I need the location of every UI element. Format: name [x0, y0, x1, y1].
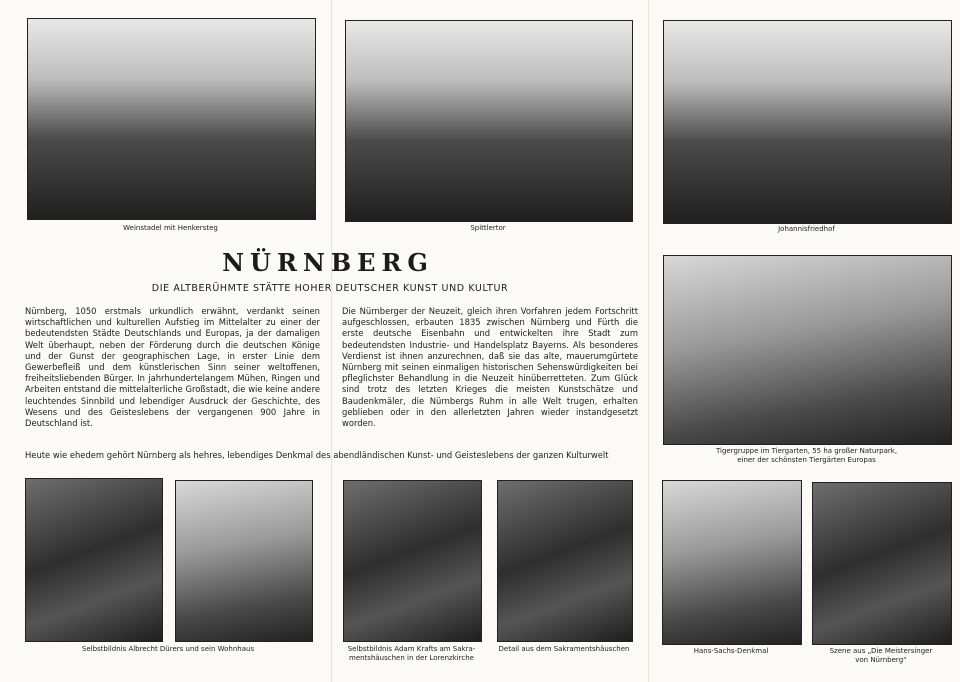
photo-spittlertor — [345, 20, 633, 222]
text-column-2: Die Nürnberger der Neuzeit, gleich ihren Vorfahren jedem Fortschritt aufgeschlossen, erbauten 1835 zwischen Nürnberg und Fürth die erste deutsche Eisenbahn und entwickelten ihre Stadt zum bedeutendsten Industrie- und Handelsplatz Bayerns. Als besonderes Verdienst ist ihnen anzurechnen, daß sie das alte, mauerumgürtete Nürnberg mit seinen einmaligen historischen Sehenswürdigkeiten bei pfleglichster Behandlung in die Neuzeit hinüberretteten. Zum Glück sind trotz des letzten Krieges die meisten Kunstschätze und Baudenkmäler, die Nürnbergs Ruhm in alle Welt trugen, erhalten geblieben oder in den allerletzten Jahren wieder instandgesetzt worden. — [342, 306, 638, 429]
caption-sachs: Hans-Sachs-Denkmal — [693, 647, 769, 655]
photo-duerer-portrait — [25, 478, 163, 642]
fold-line — [331, 0, 332, 682]
page-title: NÜRNBERG — [222, 248, 434, 277]
caption-szene — [812, 647, 950, 665]
caption-tigers-line-1: Tigergruppe im Tiergarten, 55 ha großer Naturpark, — [715, 447, 898, 455]
caption-tigers — [663, 447, 950, 465]
caption-duerer: Selbstbildnis Albrecht Dürers und sein Wohnhaus — [81, 645, 255, 653]
caption-kraft-line-1: Selbstbildnis Adam Krafts am Sakra- — [347, 645, 476, 653]
text-closing-line: Heute wie ehedem gehört Nürnberg als hehres, lebendiges Denkmal des abendländischen Kunst- und Geisteslebens der ganzen Kulturwelt — [25, 450, 609, 460]
text-column-1: Nürnberg, 1050 erstmals urkundlich erwähnt, verdankt seinen wirtschaftlichen und kulturellen Aufstieg im Mittelalter zu einer der bedeutendsten Städte Deutschlands und Europas, ja der damaligen Welt überhaupt, neben der Förderung durch die deutschen Könige und der Gunst der geographischen Lage, in erster Linie dem Gewerbefleiß und dem künstlerischen Sinn seiner weltoffenen, freiheitsliebenden Bürger. In jahrhundertelangem Mühen, Ringen und Arbeiten entstand die mittelalterliche Großstadt, die wie keine andere leuchtendes Sinnbild und lebendiger Ausdruck der Geschichte, des Wesens und des Geisteslebens der vergangenen 900 Jahre in Deutschland ist. — [25, 306, 320, 429]
caption-kraft — [335, 645, 488, 663]
photo-adam-kraft — [343, 480, 482, 642]
caption-kraft-line-2: mentshäuschen in der Lorenzkirche — [349, 654, 474, 662]
caption-detail: Detail aus dem Sakramentshäuschen — [498, 645, 630, 653]
caption-tigers-line-2: einer der schönsten Tiergärten Europas — [737, 456, 876, 464]
photo-tigers — [663, 255, 952, 445]
page-subtitle: DIE ALTBERÜHMTE STÄTTE HOHER DEUTSCHER KUNST UND KULTUR — [151, 283, 509, 294]
photo-meistersinger — [812, 482, 952, 645]
photo-weinstadel — [27, 18, 316, 220]
photo-duerer-house — [175, 480, 313, 642]
caption-szene-line-1: Szene aus „Die Meistersinger — [829, 647, 933, 655]
photo-johannisfriedhof — [663, 20, 952, 224]
caption-weinstadel: Weinstadel mit Henkersteg — [123, 224, 218, 232]
fold-line — [648, 0, 649, 682]
caption-szene-line-2: von Nürnberg“ — [855, 656, 907, 664]
photo-hans-sachs — [662, 480, 802, 645]
caption-johannisfriedhof: Johannisfriedhof — [778, 225, 835, 233]
caption-spittlertor: Spittlertor — [470, 224, 506, 232]
photo-sakramentshaeuschen — [497, 480, 633, 642]
